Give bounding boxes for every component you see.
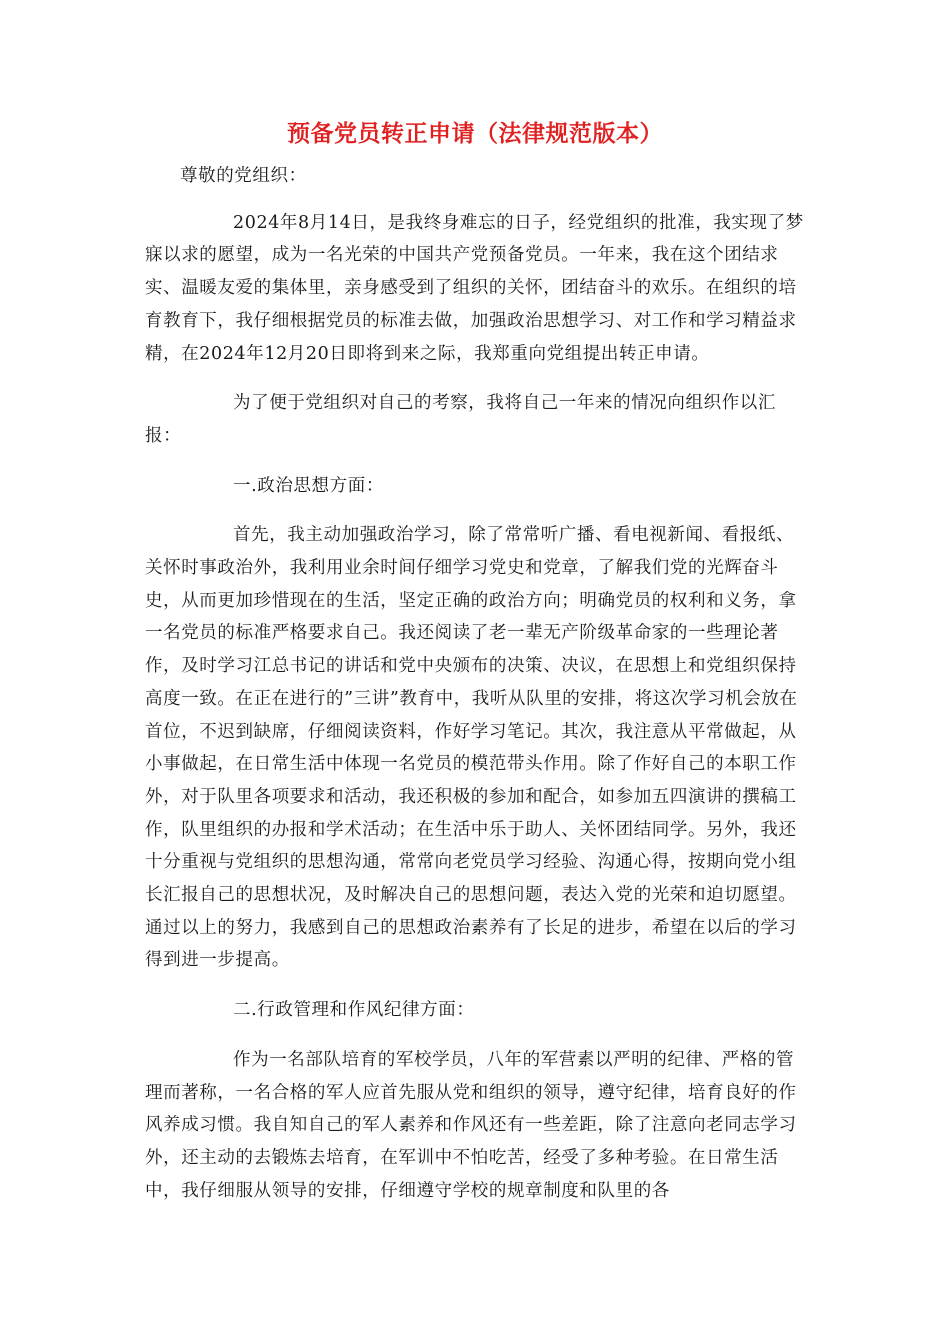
paragraph-intro: 2024年8月14日，是我终身难忘的日子，经党组织的批准，我实现了梦寐以求的愿望，成为一名光荣的中国共产党预备党员。一年来，我在这个团结求实、温暖友爱的集体里，亲身感受到了组织的关怀，团结奋斗的欢乐。在组织的培育教育下，我仔细根据党员的标准去做，加强政治思想学习、对工作和学习精益求精，在2024年12月20日即将到来之际，我郑重向党组提出转正申请。: [145, 212, 804, 364]
paragraph-political: 首先，我主动加强政治学习，除了常常听广播、看电视新闻、看报纸、关怀时事政治外，我利用业余时间仔细学习党史和党章，了解我们党的光辉奋斗史，从而更加珍惜现在的生活，坚定正确的政治方向；明确党员的权利和义务，拿一名党员的标准严格要求自己。我还阅读了老一辈无产阶级革命家的一些理论著作，及时学习江总书记的讲话和党中央颁布的决策、决议，在思想上和党组织保持高度一致。在正在进行的”三讲”教育中，我听从队里的安排，将这次学习机会放在首位，不迟到缺席，仔细阅读资料，作好学习笔记。其次，我注意从平常做起，从小事做起，在日常生活中体现一名党员的模范带头作用。除了作好自己的本职工作外，对于队里各项要求和活动，我还积极的参加和配合，如参加五四演讲的撰稿工作，队里组织的办报和学术活动；在生活中乐于助人、关怀团结同学。另外，我还十分重视与党组织的思想沟通，常常向老党员学习经验、沟通心得，按期向党小组长汇报自己的思想状况，及时解决自己的思想问题，表达入党的光荣和迫切愿望。通过以上的努力，我感到自己的思想政治素养有了长足的进步，希望在以后的学习得到进一步提高。: [145, 525, 798, 971]
page-title: 预备党员转正申请（法律规范版本）: [287, 121, 663, 147]
section-heading-political: 一.政治思想方面：: [233, 475, 384, 496]
greeting: 尊敬的党组织：: [180, 166, 307, 186]
section-heading-discipline: 二.行政管理和作风纪律方面：: [233, 1000, 475, 1021]
paragraph-discipline: 作为一名部队培育的军校学员，八年的军营素以严明的纪律、严格的管理而著称，一名合格的军人应首先服从党和组织的领导，遵守纪律，培育良好的作风养成习惯。我自知自己的军人素养和作风还有一些差距，除了注意向老同志学习外，还主动的去锻炼去培育，在军训中不怕吃苦，经受了多种考验。在日常生活中，我仔细服从领导的安排，仔细遵守学校的规章制度和队里的各: [145, 1049, 797, 1201]
document-body: [145, 160, 805, 1207]
paragraph-report-lead: 为了便于党组织对自己的考察，我将自己一年来的情况向组织作以汇报：: [145, 393, 776, 446]
